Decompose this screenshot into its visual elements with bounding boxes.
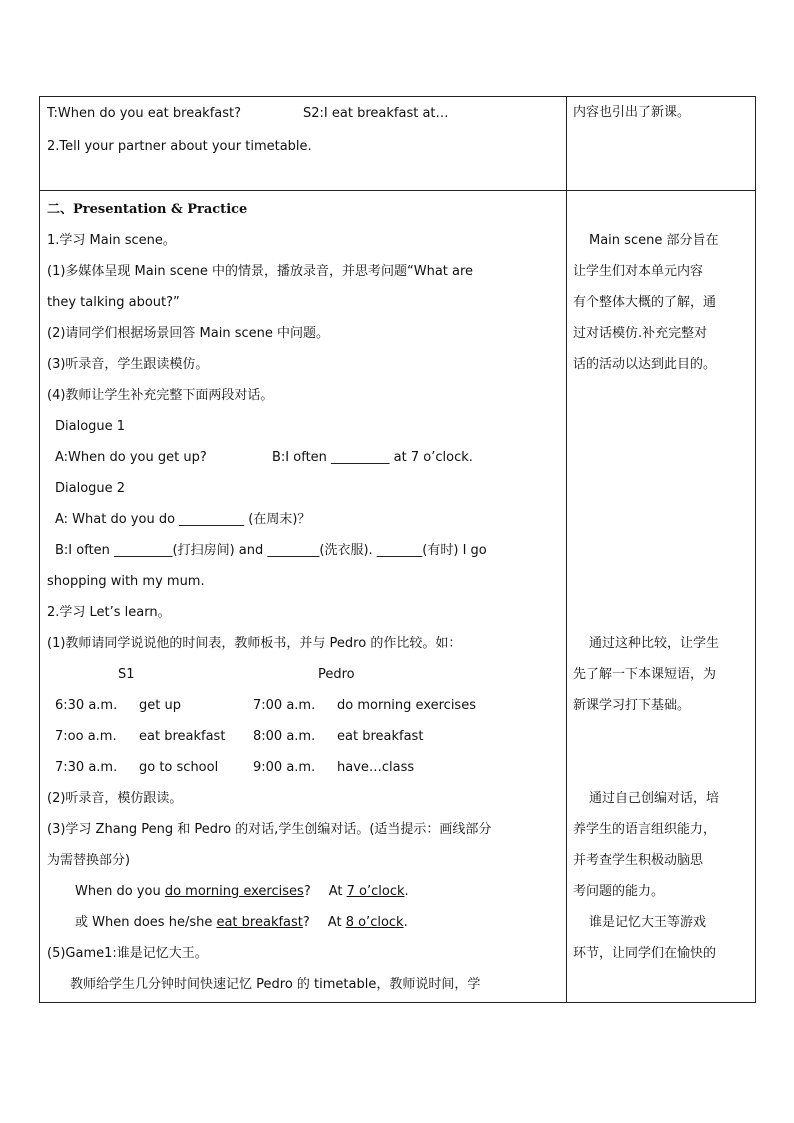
timetable-activity: go to school — [139, 760, 219, 775]
timetable-time: 7:00 a.m. — [253, 698, 316, 713]
timetable-row — [40, 690, 566, 721]
purpose-line: Main scene 部分旨在 — [589, 233, 719, 248]
student-answer: S2:I eat breakfast at… — [303, 106, 449, 121]
timetable-time: 7:30 a.m. — [55, 760, 118, 775]
dialogue-line: B:I often _________(打扫房间) and ________(洗衣服). _______(有时) I go — [55, 543, 487, 558]
purpose-line: 有个整体大概的了解，通 — [573, 295, 717, 310]
lesson-plan-table — [39, 96, 756, 1003]
text-line: (5)Game1:谁是记忆大王。 — [47, 946, 208, 961]
example-text: When do you — [75, 884, 165, 899]
timetable-row — [40, 752, 566, 783]
underlined-phrase: do morning exercises — [164, 884, 304, 899]
dialogue-line: shopping with my mum. — [47, 574, 205, 589]
purpose-line: 让学生们对本单元内容 — [573, 264, 704, 279]
text-line: (3)听录音，学生跟读模仿。 — [47, 357, 209, 372]
timetable-activity: eat breakfast — [337, 729, 424, 744]
timetable-time: 6:30 a.m. — [55, 698, 118, 713]
timetable-activity: eat breakfast — [139, 729, 226, 744]
timetable-col2-header: Pedro — [318, 667, 355, 682]
purpose-line: 考问题的能力。 — [573, 884, 665, 899]
text-line: (2)请同学们根据场景回答 Main scene 中问题。 — [47, 326, 330, 341]
example-text: ? — [302, 915, 310, 930]
dialogue-line: A: What do you do __________ (在周末)？ — [55, 512, 311, 527]
timetable-col1-header: S1 — [118, 667, 135, 682]
purpose-line: 过对话模仿.补充完整对 — [573, 326, 708, 341]
timetable-header — [40, 659, 566, 690]
timetable-time: 7:oo a.m. — [55, 729, 117, 744]
dialogue-title: Dialogue 2 — [55, 481, 126, 496]
example-text: . — [404, 884, 409, 899]
text-line — [40, 97, 566, 130]
timetable-activity: do morning exercises — [337, 698, 476, 713]
text-line: 2.Tell your partner about your timetable. — [47, 139, 312, 154]
example-text: . — [403, 915, 408, 930]
example-text: At — [327, 915, 346, 930]
example-text: At — [328, 884, 347, 899]
text-line: (1)教师请同学说说他的时间表，教师板书，并与 Pedro 的作比较。如： — [47, 636, 462, 651]
purpose-line: 通过自己创编对话，培 — [589, 791, 720, 806]
purpose-line: 先了解一下本课短语，为 — [573, 667, 717, 682]
text-line: they talking about?” — [47, 295, 180, 310]
purpose-line: 新课学习打下基础。 — [573, 698, 691, 713]
timetable-time: 8:00 a.m. — [253, 729, 316, 744]
table-row — [40, 191, 756, 1003]
text-line: (3)学习 Zhang Peng 和 Pedro 的对话,学生创编对话。(适当提示：画线部分 — [47, 822, 492, 837]
table-row — [40, 97, 756, 191]
timetable-activity: have…class — [337, 760, 415, 775]
text-line: 2.学习 Let’s learn。 — [47, 605, 171, 620]
text-line: 教师给学生几分钟时间快速记忆 Pedro 的 timetable，教师说时间，学 — [70, 977, 481, 992]
process-cell — [40, 97, 567, 191]
text-line: (4)教师让学生补充完整下面两段对话。 — [47, 388, 274, 403]
underlined-phrase: 7 o’clock — [346, 884, 405, 899]
purpose-line: 养学生的语言组织能力， — [573, 822, 717, 837]
text-line: 为需替换部分) — [47, 853, 131, 868]
dialogue-title: Dialogue 1 — [55, 419, 126, 434]
purpose-line: 并考查学生积极动脑思 — [573, 853, 704, 868]
purpose-line: 话的活动以达到此目的。 — [573, 357, 717, 372]
timetable-row — [40, 721, 566, 752]
teacher-question: T:When do you eat breakfast? — [47, 106, 242, 121]
purpose-line: 谁是记忆大王等游戏 — [589, 915, 707, 930]
underlined-phrase: eat breakfast — [216, 915, 303, 930]
dialogue-question: A:When do you get up? — [55, 450, 207, 465]
dialogue-answer: B:I often _________ at 7 o’clock. — [272, 450, 473, 465]
text-line: 1.学习 Main scene。 — [47, 233, 176, 248]
text-line: (2)听录音，模仿跟读。 — [47, 791, 183, 806]
example-text: 或 When does he/she — [75, 915, 217, 930]
text-line: 内容也引出了新课。 — [573, 105, 691, 120]
timetable-activity: get up — [139, 698, 181, 713]
purpose-line: 通过这种比较，让学生 — [589, 636, 720, 651]
purpose-line: 环节，让同学们在愉快的 — [573, 946, 717, 961]
example-text: ? — [303, 884, 311, 899]
purpose-cell — [567, 97, 756, 191]
timetable-time: 9:00 a.m. — [253, 760, 316, 775]
section-heading: 二、Presentation & Practice — [47, 202, 248, 217]
example-line — [40, 876, 566, 907]
example-line — [40, 907, 566, 938]
underlined-phrase: 8 o’clock — [345, 915, 404, 930]
process-cell — [40, 191, 567, 1003]
text-line: (1)多媒体呈现 Main scene 中的情景，播放录音，并思考问题“What are — [47, 264, 474, 279]
dialogue-line — [40, 442, 566, 473]
purpose-cell — [567, 191, 756, 1003]
